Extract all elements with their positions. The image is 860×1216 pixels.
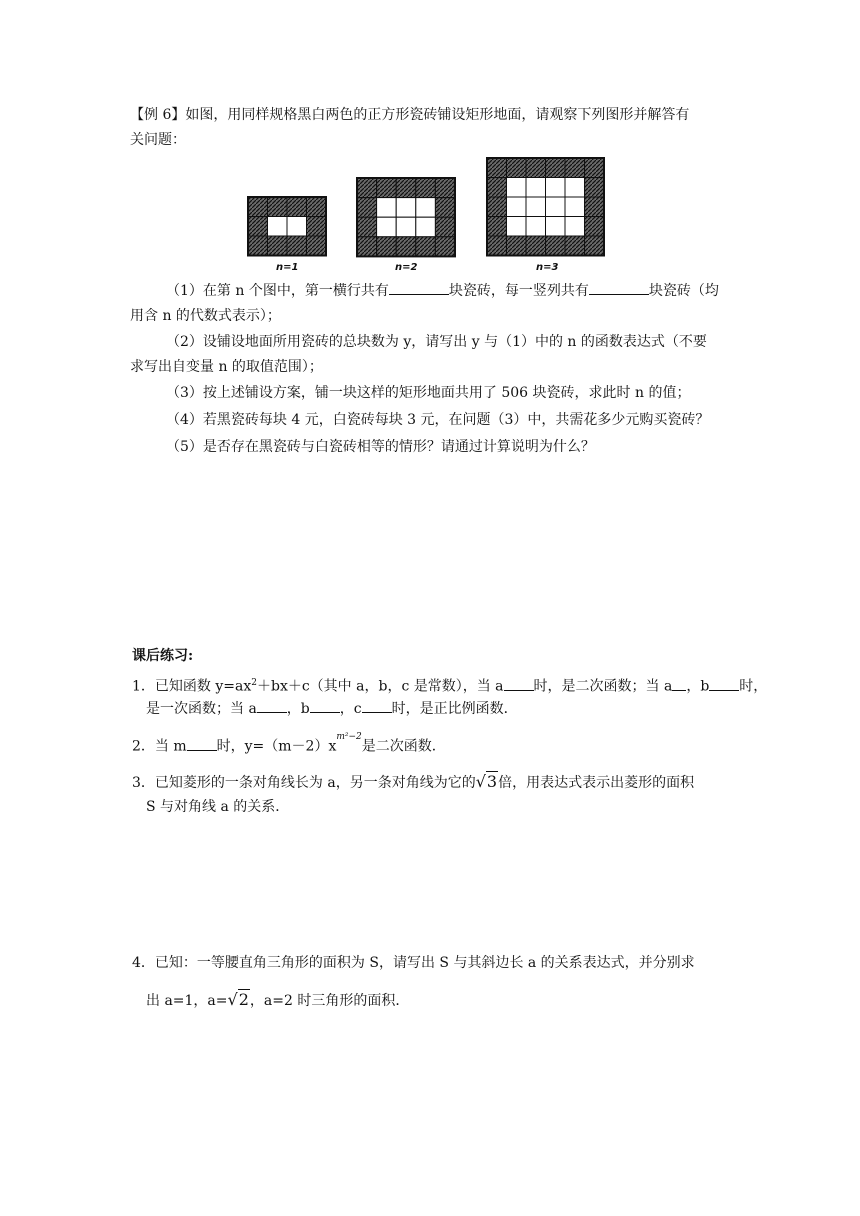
figure-label-n3: n=3 <box>536 262 559 273</box>
black-tile <box>396 237 416 257</box>
tile-figure-n3 <box>487 158 604 256</box>
black-tile <box>307 236 327 256</box>
black-tile <box>357 217 377 237</box>
white-tile <box>377 217 397 237</box>
white-tile <box>396 198 416 218</box>
white-tile <box>268 217 288 237</box>
blank <box>310 698 340 713</box>
black-tile <box>416 237 436 257</box>
black-tile <box>507 236 527 256</box>
question-1-line-1: （1）在第 n 个图中，第一横行共有 块瓷砖，每一竖列共有 块瓷砖（均 <box>166 280 719 301</box>
blank <box>257 698 287 713</box>
white-tile <box>507 217 527 237</box>
black-tile <box>546 236 566 256</box>
black-tile <box>435 198 455 218</box>
white-tile <box>565 197 585 217</box>
exercise-3-line-1: 3．已知菱形的一条对角线长为 a，另一条对角线为它的√3倍，用表达式表示出菱形的面积 <box>132 772 695 791</box>
blank <box>672 676 686 691</box>
blank <box>589 280 649 295</box>
tile-figure-n2 <box>357 178 455 256</box>
black-tile <box>585 236 605 256</box>
exercise-3-line-2: S 与对角线 a 的关系． <box>146 799 290 815</box>
black-tile <box>526 158 546 178</box>
sqrt-2: √2 <box>227 990 249 1009</box>
white-tile <box>526 217 546 237</box>
black-tile <box>487 236 507 256</box>
black-tile <box>546 158 566 178</box>
white-tile <box>287 217 307 237</box>
black-tile <box>357 198 377 218</box>
blank <box>709 676 739 691</box>
figure-label-n2: n=2 <box>395 262 418 273</box>
white-tile <box>526 178 546 198</box>
white-tile <box>546 197 566 217</box>
black-tile <box>357 178 377 198</box>
example-line-2: 关问题： <box>130 132 186 148</box>
black-tile <box>487 217 507 237</box>
black-tile <box>585 197 605 217</box>
black-tile <box>585 178 605 198</box>
white-tile <box>546 217 566 237</box>
exercise-4-line-1: 4．已知：一等腰直角三角形的面积为 S，请写出 S 与其斜边长 a 的关系表达式，并分别求 <box>132 955 695 971</box>
white-tile <box>416 198 436 218</box>
black-tile <box>416 178 436 198</box>
tile-figure-n1 <box>248 197 326 256</box>
black-tile <box>565 158 585 178</box>
black-tile <box>565 236 585 256</box>
white-tile <box>396 217 416 237</box>
white-tile <box>377 198 397 218</box>
black-tile <box>487 158 507 178</box>
question-1-line-2: 用含 n 的代数式表示）； <box>130 308 281 324</box>
black-tile <box>377 178 397 198</box>
white-tile <box>507 178 527 198</box>
white-tile <box>416 217 436 237</box>
example-line-1: 【例 6】如图，用同样规格黑白两色的正方形瓷砖铺设矩形地面，请观察下列图形并解答有 <box>130 107 690 123</box>
black-tile <box>435 178 455 198</box>
question-2-line-1: （2）设铺设地面所用瓷砖的总块数为 y，请写出 y 与（1）中的 n 的函数表达式（不要 <box>166 334 707 350</box>
white-tile <box>546 178 566 198</box>
exercise-heading: 课后练习: <box>132 648 194 664</box>
black-tile <box>287 197 307 217</box>
exercise-4-line-2: 出 a=1，a=√2，a=2 时三角形的面积． <box>146 990 410 1009</box>
blank <box>187 736 217 751</box>
black-tile <box>307 217 327 237</box>
tile-figures <box>0 0 860 290</box>
question-3: （3）按上述铺设方案，铺一块这样的矩形地面共用了 506 块瓷砖，求此时 n 的值； <box>166 385 691 401</box>
black-tile <box>248 197 268 217</box>
exercise-1-line-2: 是一次函数；当 a ，b ，c 时，是正比例函数． <box>146 698 518 719</box>
figure-label-n1: n=1 <box>276 262 299 273</box>
black-tile <box>307 197 327 217</box>
question-2-line-2: 求写出自变量 n 的取值范围）； <box>130 359 323 375</box>
white-tile <box>526 197 546 217</box>
black-tile <box>248 217 268 237</box>
exercise-2: 2．当 m 时，$y=(m-2)x^{m^2-2}$是二次函数． <box>132 732 446 755</box>
black-tile <box>487 197 507 217</box>
black-tile <box>585 158 605 178</box>
black-tile <box>377 237 397 257</box>
black-tile <box>585 217 605 237</box>
question-4: （4）若黑瓷砖每块 4 元，白瓷砖每块 3 元，在问题（3）中，共需花多少元购买瓷砖？ <box>166 412 710 428</box>
black-tile <box>268 236 288 256</box>
blank <box>362 698 392 713</box>
white-tile <box>507 197 527 217</box>
black-tile <box>248 236 268 256</box>
black-tile <box>507 158 527 178</box>
black-tile <box>396 178 416 198</box>
white-tile <box>565 217 585 237</box>
black-tile <box>435 237 455 257</box>
black-tile <box>526 236 546 256</box>
white-tile <box>565 178 585 198</box>
blank <box>504 676 534 691</box>
question-5: （5）是否存在黑瓷砖与白瓷砖相等的情形？请通过计算说明为什么？ <box>166 439 595 455</box>
black-tile <box>268 197 288 217</box>
black-tile <box>357 237 377 257</box>
black-tile <box>287 236 307 256</box>
blank <box>389 280 449 295</box>
sqrt-3: √3 <box>475 772 498 791</box>
black-tile <box>435 217 455 237</box>
black-tile <box>487 178 507 198</box>
exercise-1-line-1: 1．已知函数 $y=ax^2+bx+c$（其中 a，b，c 是常数），当 a 时，是二次函数；当 a ，b 时， <box>132 673 767 697</box>
